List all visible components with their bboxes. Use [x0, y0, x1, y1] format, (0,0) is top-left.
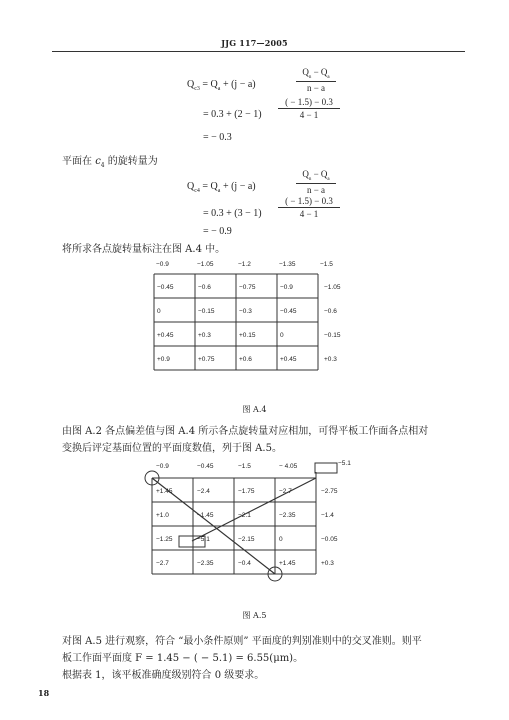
a5-cell-value: +1.45: [279, 560, 296, 567]
a4-cell-value: −1.05: [324, 284, 341, 291]
a4-cell-value: −0.15: [198, 308, 215, 315]
a5-cell-value: −2.35: [279, 512, 296, 519]
a5-cell-value: +1.45: [156, 488, 173, 495]
eq2-line1: $Q_{c4} = Q_a + (j - a)$: [187, 181, 256, 194]
a5-cell-value: −2.7: [279, 488, 292, 495]
a5-top-value: −1.5: [238, 463, 251, 470]
eq2-line3: = − 0.9: [203, 226, 232, 237]
eq2-line2-fraction: $\frac{( - 1.5) - 0.3}{4 - 1}$: [278, 196, 340, 219]
a5-cell-value: −1.45: [197, 512, 214, 519]
a5-cell-value: −2.15: [238, 536, 255, 543]
a5-cell-value: −2.4: [197, 488, 210, 495]
eq2-fraction: $\frac{Q_n - Q_a}{n - a}$: [296, 169, 336, 195]
a4-cell-value: −0.3: [239, 308, 252, 315]
a5-marker-box-topright: [315, 463, 337, 473]
a5-cell-value: −1.25: [156, 536, 173, 543]
eq1-line2: = 0.3 + (2 − 1): [203, 109, 262, 120]
a5-cell-value: −2.1: [238, 512, 251, 519]
a5-top-value: − 4.05: [279, 463, 298, 470]
a5-cell-value: +1.0: [156, 512, 169, 519]
a4-top-value: −1.05: [197, 261, 214, 268]
a4-cell-value: +0.3: [324, 356, 337, 363]
a4-cell-value: 0: [280, 332, 284, 339]
para2-line2: 板工作面平面度 F = 1.45 − ( − 5.1) = 6.55(μm)。: [62, 653, 304, 664]
a4-top-value: −1.5: [320, 261, 333, 268]
figure-a4: [150, 253, 380, 383]
header-rule: [52, 51, 465, 52]
eq1-line2-fraction: $\frac{( - 1.5) - 0.3}{4 - 1}$: [278, 97, 340, 120]
a4-cell-value: +0.3: [198, 332, 211, 339]
figure-a4-caption: 图 A.4: [242, 405, 267, 414]
a5-cell-value: −5.1: [197, 536, 210, 543]
figure-a5: [140, 456, 380, 591]
a4-cell-value: −0.6: [198, 284, 211, 291]
a5-cell-value: −2.75: [321, 488, 338, 495]
a4-cell-value: −0.45: [280, 308, 297, 315]
a4-cell-value: −0.15: [324, 332, 341, 339]
a5-top-value: −0.9: [156, 463, 169, 470]
eq1-fraction: $\frac{Q_n - Q_a}{n - a}$: [296, 67, 336, 93]
running-header: JJG 117—2005: [221, 38, 288, 48]
a4-cell-value: 0: [157, 308, 161, 315]
a4-top-value: −1.35: [279, 261, 296, 268]
a4-cell-value: +0.15: [239, 332, 256, 339]
figure-a5-values: [156, 460, 351, 567]
a5-cell-value: 0: [279, 536, 283, 543]
a5-top-value: −5.1: [338, 460, 351, 467]
eq1-line3: = − 0.3: [203, 132, 232, 143]
a4-cell-value: +0.6: [239, 356, 252, 363]
a5-top-value: −0.45: [197, 463, 214, 470]
a5-cell-value: −0.4: [238, 560, 251, 567]
a5-cell-value: +0.3: [321, 560, 334, 567]
a5-cell-value: −1.4: [321, 512, 334, 519]
text-mark-figure: 将所求各点旋转量标注在图 A.4 中。: [62, 244, 226, 255]
a5-cell-value: −2.35: [197, 560, 214, 567]
a5-cell-value: −0.05: [321, 536, 338, 543]
eq1-line1: $Q_{c3} = Q_a + (j - a)$: [187, 79, 256, 92]
a5-cell-value: −2.7: [156, 560, 169, 567]
figure-a5-caption: 图 A.5: [242, 611, 267, 620]
figure-a4-values: [156, 261, 341, 363]
para1-line2: 变换后评定基面位置的平面度数值，列于图 A.5。: [62, 443, 282, 454]
para2-line1: 对图 A.5 进行观察，符合 “最小条件原则” 平面度的判别准则中的交叉准则。则平: [62, 636, 422, 647]
a4-cell-value: −0.45: [157, 284, 174, 291]
para2-line3: 根据表 1，该平板准确度级别符合 0 级要求。: [62, 670, 265, 681]
page-number: 18: [38, 688, 50, 698]
a5-cell-value: −1.75: [238, 488, 255, 495]
a4-cell-value: −0.9: [280, 284, 293, 291]
a4-cell-value: −0.75: [239, 284, 256, 291]
para1-line1: 由图 A.2 各点偏差值与图 A.4 所示各点旋转量对应相加，可得平板工作面各点相对: [62, 426, 429, 437]
a4-cell-value: −0.6: [324, 308, 337, 315]
a4-top-value: −0.9: [156, 261, 169, 268]
a4-cell-value: +0.9: [157, 356, 170, 363]
a4-top-value: −1.2: [238, 261, 251, 268]
a4-cell-value: +0.45: [280, 356, 297, 363]
eq2-line2: = 0.3 + (3 − 1): [203, 208, 262, 219]
a4-cell-value: +0.75: [198, 356, 215, 363]
a4-cell-value: +0.45: [157, 332, 174, 339]
text-rotation-c4: 平面在 $c_4$ 的旋转量为: [62, 156, 158, 169]
